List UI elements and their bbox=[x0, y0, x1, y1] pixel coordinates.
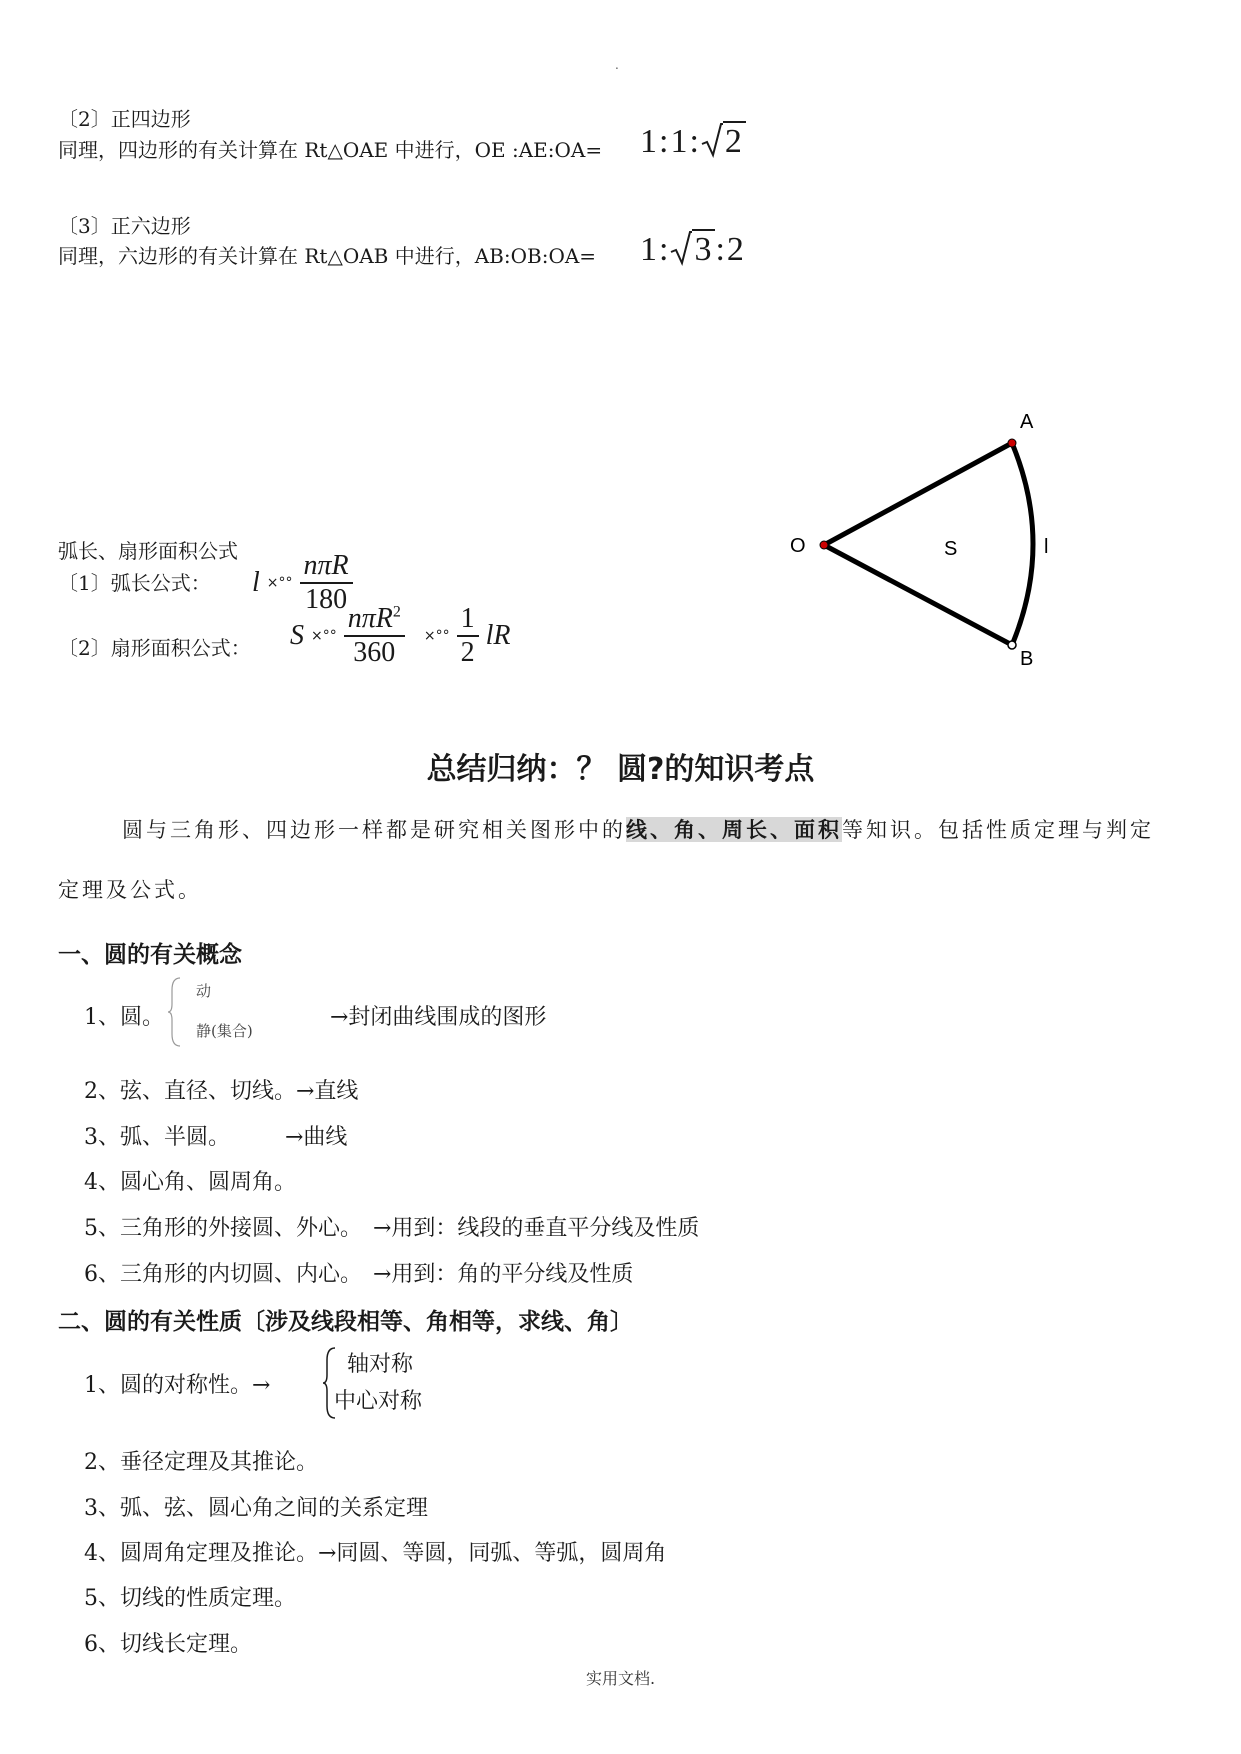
half-numerator: 1 bbox=[457, 603, 479, 637]
half-denominator: 2 bbox=[460, 637, 475, 668]
part2-item-6: 6、切线长定理。 bbox=[84, 1632, 252, 1657]
part2-item-5: 5、切线的性质定理。 bbox=[84, 1586, 296, 1611]
ratio-term-1: 1 bbox=[640, 231, 659, 268]
square-section-title: 〔2〕正四边形 bbox=[58, 107, 191, 131]
ratio-sep: : bbox=[689, 123, 701, 160]
half-tail: lR bbox=[485, 620, 511, 651]
point-B bbox=[1008, 641, 1016, 649]
sector-area-label: 〔2〕扇形面积公式： bbox=[58, 636, 251, 660]
arc-length-label: 〔1〕弧长公式： bbox=[58, 571, 211, 595]
part1-item-6: 6、三角形的内切圆、内心。 →用到：角的平分线及性质 bbox=[84, 1262, 634, 1287]
ratio-sep: : bbox=[659, 123, 671, 160]
summary-paragraph-2: 定理及公式。 bbox=[58, 878, 202, 902]
circle-static: 静(集合) bbox=[196, 1022, 253, 1040]
area-lhs: S bbox=[290, 620, 304, 651]
label-S: S bbox=[944, 538, 958, 560]
hexagon-ratio bbox=[640, 230, 746, 269]
ratio-term-3: 2 bbox=[726, 231, 746, 268]
part1-item-4: 4、圆心角、圆周角。 bbox=[84, 1170, 296, 1195]
arc-numerator: nπR bbox=[300, 550, 353, 584]
summary-highlight: 线、角、周长、面积 bbox=[626, 817, 842, 842]
label-O: O bbox=[790, 535, 806, 557]
symmetry-axis: 轴对称 bbox=[347, 1352, 414, 1377]
hexagon-section-title: 〔3〕正六边形 bbox=[58, 214, 191, 238]
area-numerator-text: nπR bbox=[347, 603, 393, 634]
point-A bbox=[1008, 439, 1016, 447]
ratio-sep: : bbox=[715, 231, 727, 268]
part2-item-2: 2、垂径定理及其推论。 bbox=[84, 1450, 318, 1475]
half-fraction bbox=[457, 603, 479, 669]
sqrt-sign bbox=[701, 122, 746, 161]
ratio-term-3: 2 bbox=[724, 123, 744, 160]
summary-title: 总结归纳：？ 圆?的知识考点 bbox=[426, 752, 815, 787]
radius-OA bbox=[824, 443, 1012, 545]
part2-item-1: 1、圆的对称性。→ bbox=[84, 1373, 271, 1398]
area-fraction bbox=[344, 603, 405, 669]
hexagon-section-text: 同理，六边形的有关计算在 Rt△OAB 中进行，AB:OB:OA= bbox=[58, 244, 597, 268]
symmetry-center: 中心对称 bbox=[334, 1389, 423, 1414]
part2-item-4: 4、圆周角定理及推论。→同圆、等圆，同弧、等弧，圆周角 bbox=[84, 1541, 667, 1566]
garbled-equals: ×°° bbox=[423, 628, 450, 644]
square-ratio bbox=[640, 122, 746, 161]
sqrt-sign bbox=[670, 230, 715, 269]
sector-area-formula bbox=[290, 603, 511, 669]
part1-item-2: 2、弦、直径、切线。→直线 bbox=[84, 1079, 359, 1104]
garbled-equals: ×°° bbox=[311, 628, 337, 644]
square-section-text: 同理，四边形的有关计算在 Rt△OAE 中进行，OE :AE:OA= bbox=[58, 138, 603, 162]
part1-item-1-result: →封闭曲线围成的图形 bbox=[330, 1005, 547, 1030]
part1-item-1: 1、圆。 bbox=[84, 1005, 164, 1030]
part1-item-3: 3、弧、半圆。 →曲线 bbox=[84, 1125, 348, 1150]
point-O bbox=[820, 541, 828, 549]
area-denominator: 360 bbox=[353, 637, 396, 668]
sector-diagram bbox=[780, 400, 1080, 680]
area-numerator bbox=[344, 603, 405, 637]
ratio-term-2: 1 bbox=[670, 123, 690, 160]
label-A: A bbox=[1020, 411, 1034, 433]
summary-text-post: 等知识。包括性质定理与判定 bbox=[842, 818, 1154, 842]
part2-item-3: 3、弧、弦、圆心角之间的关系定理 bbox=[84, 1496, 428, 1521]
circle-dynamic: 动 bbox=[196, 982, 212, 1000]
arc-denominator: 180 bbox=[305, 584, 348, 615]
sector-heading: 弧长、扇形面积公式 bbox=[58, 539, 238, 563]
label-l: l bbox=[1044, 536, 1049, 558]
left-brace-icon bbox=[168, 976, 182, 1048]
arc-lhs: l bbox=[252, 567, 260, 598]
garbled-equals: ×°° bbox=[266, 575, 293, 591]
header-dot: . bbox=[615, 58, 619, 72]
summary-text-pre: 圆与三角形、四边形一样都是研究相关图形中的 bbox=[122, 818, 626, 842]
summary-paragraph bbox=[122, 814, 1154, 844]
label-B: B bbox=[1020, 648, 1034, 670]
ratio-sep: : bbox=[659, 231, 671, 268]
radius-OB bbox=[824, 545, 1012, 645]
arc-AB bbox=[1012, 443, 1033, 645]
footer-text: 实用文档. bbox=[585, 1669, 656, 1688]
ratio-term-1: 1 bbox=[640, 123, 659, 160]
part1-heading: 一、圆的有关概念 bbox=[58, 942, 242, 968]
ratio-term-2: 3 bbox=[694, 231, 714, 268]
part2-heading: 二、圆的有关性质〔涉及线段相等、角相等，求线、角〕 bbox=[58, 1309, 633, 1335]
area-exponent: 2 bbox=[392, 603, 401, 621]
part1-item-5: 5、三角形的外接圆、外心。 →用到：线段的垂直平分线及性质 bbox=[84, 1216, 700, 1241]
